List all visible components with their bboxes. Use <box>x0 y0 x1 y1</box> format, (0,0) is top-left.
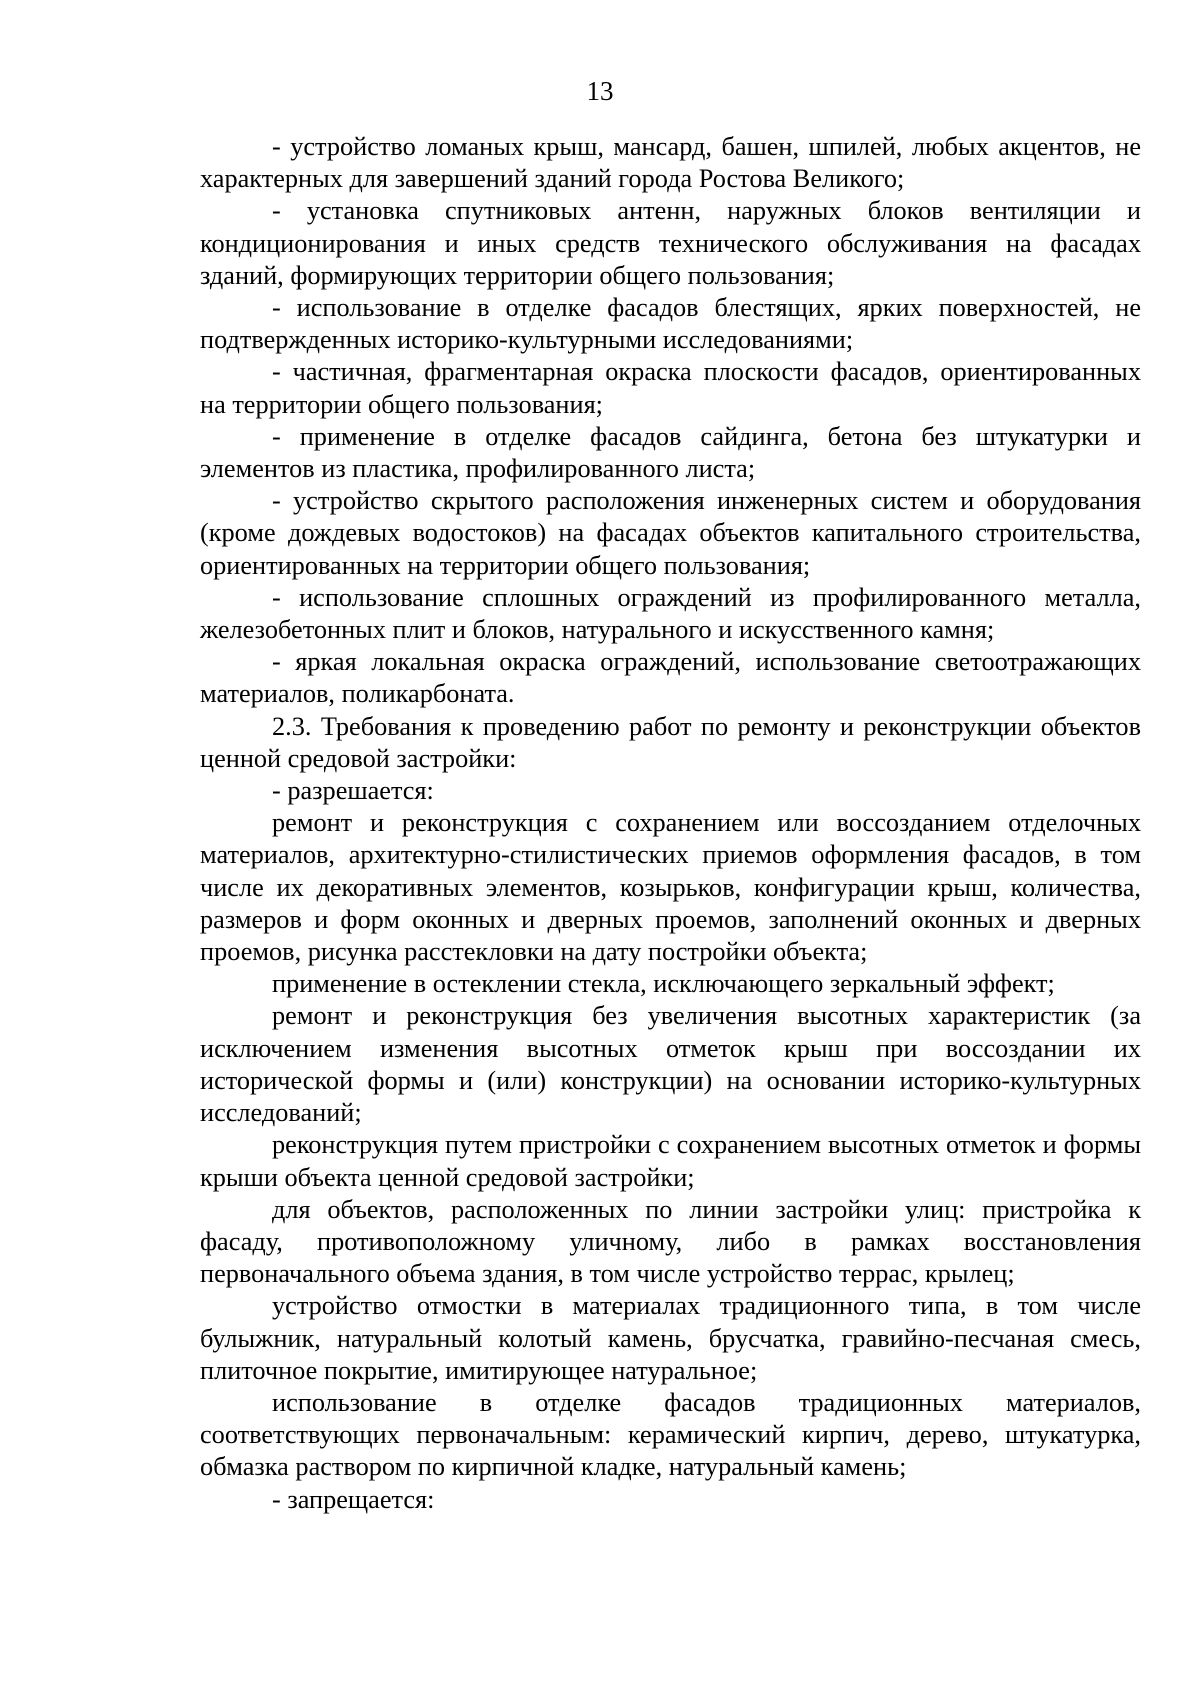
paragraph: для объектов, расположенных по линии застройки улиц: пристройка к фасаду, противоположному уличному, либо в рамках восстановления первоначального объема здания, в том числе устройство террас, крылец; <box>200 1194 1141 1289</box>
paragraph: - установка спутниковых антенн, наружных блоков вентиляции и кондиционирования и иных средств технического обслуживания на фасадах зданий, формирующих территории общего пользования; <box>200 196 1141 290</box>
paragraph: ремонт и реконструкция без увеличения высотных характеристик (за исключением изменения высотных отметок крыш при воссоздании их исторической формы и (или) конструкции) на основании историко-культурных исследований; <box>200 1001 1141 1128</box>
paragraph: применение в остеклении стекла, исключающего зеркальный эффект; <box>272 969 1055 999</box>
paragraph: использование в отделке фасадов традиционных материалов, соответствующих первоначальным: керамический кирпич, дерево, штукатурка, обмазка раствором по кирпичной кладке, натуральный камень; <box>200 1387 1141 1482</box>
paragraph: - яркая локальная окраска ограждений, использование светоотражающих материалов, поликарбоната. <box>200 647 1141 709</box>
prohibited-heading: - запрещается: <box>272 1484 435 1514</box>
paragraph: ремонт и реконструкция с сохранением или воссозданием отделочных материалов, архитектурно-стилистических приемов оформления фасадов, в том числе их декоративных элементов, козырьков, конфигурации крыш, количества, размеров и форм оконных и дверных проемов, заполнений оконных и дверных проемов, рисунка расстекловки на дату постройки объекта; <box>200 808 1141 967</box>
document-body <box>200 131 1141 1516</box>
paragraph: - устройство скрытого расположения инженерных систем и оборудования (кроме дождевых водостоков) на фасадах объектов капитального строительства, ориентированных на территории общего пользования; <box>200 486 1141 580</box>
paragraph: - применение в отделке фасадов сайдинга, бетона без штукатурки и элементов из пластика, профилированного листа; <box>200 421 1141 484</box>
paragraph: - использование сплошных ограждений из профилированного металла, железобетонных плит и блоков, натурального и искусственного камня; <box>200 582 1141 645</box>
paragraph: - использование в отделке фасадов блестящих, ярких поверхностей, не подтвержденных историко-культурными исследованиями; <box>200 293 1141 355</box>
paragraph: реконструкция путем пристройки с сохранением высотных отметок и формы крыши объекта ценной средовой застройки; <box>200 1130 1141 1192</box>
page-number: 13 <box>586 76 614 106</box>
paragraph: устройство отмостки в материалах традиционного типа, в том числе булыжник, натуральный колотый камень, брусчатка, гравийно-песчаная смесь, плиточное покрытие, имитирующее натуральное; <box>200 1291 1141 1385</box>
paragraph: - частичная, фрагментарная окраска плоскости фасадов, ориентированных на территории общего пользования; <box>200 357 1141 419</box>
permitted-heading: - разрешается: <box>272 776 434 806</box>
section-heading-paragraph: 2.3. Требования к проведению работ по ремонту и реконструкции объектов ценной средовой застройки: <box>200 711 1141 773</box>
paragraph: - устройство ломаных крыш, мансард, башен, шпилей, любых акцентов, не характерных для завершений зданий города Ростова Великого; <box>200 132 1141 194</box>
